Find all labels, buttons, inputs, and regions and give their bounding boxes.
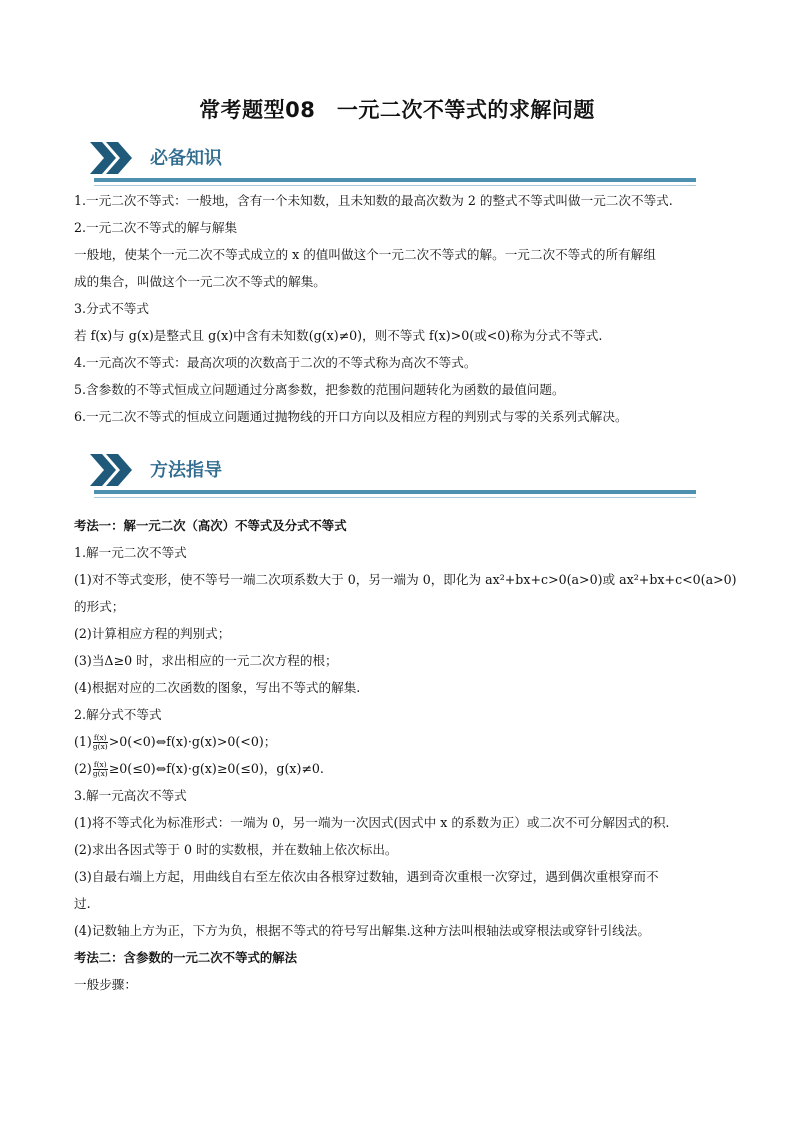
knowledge-line: 2.一元二次不等式的解与解集: [74, 220, 238, 235]
method-line: 过.: [74, 896, 91, 911]
method-line: (1)将不等式化为标准形式：一端为 0，另一端为一次因式(因式中 x 的系数为正）或二次不可分解因式的积.: [74, 815, 670, 830]
subsection-title: 3.解一元高次不等式: [74, 788, 187, 803]
method-line: (1)对不等式变形，使不等号一端二次项系数大于 0，另一端为 0，即化为 ax²+bx+c>0(a>0)或 ax²+bx+c<0(a>0): [74, 572, 737, 587]
method-line: 一般步骤：: [74, 977, 137, 992]
method-line: (3)当Δ≥0 时，求出相应的一元二次方程的根；: [74, 653, 338, 668]
knowledge-line: 5.含参数的不等式恒成立问题通过分离参数，把参数的范围问题转化为函数的最值问题。: [74, 382, 565, 397]
double-chevron-icon: [88, 138, 136, 178]
method-line: (2)求出各因式等于 0 时的实数根，并在数轴上依次标出。: [74, 842, 398, 857]
knowledge-line: 3.分式不等式: [74, 301, 149, 316]
knowledge-line: 1.一元二次不等式：一般地，含有一个未知数，且未知数的最高次数为 2 的整式不等式叫做一元二次不等式.: [74, 193, 673, 208]
method-line: (3)自最右端上方起，用曲线自右至左依次由各根穿过数轴，遇到奇次重根一次穿过，遇到偶次重根穿而不: [74, 869, 659, 884]
fraction: $\frac{f(x)}{g(x)}$: [92, 733, 108, 751]
kaofa-heading: 考法一：解一元二次（高次）不等式及分式不等式: [74, 518, 347, 533]
fraction: $\frac{f(x)}{g(x)}$: [92, 760, 108, 778]
subsection-title: 2.解分式不等式: [74, 707, 162, 722]
section-divider-thin: [94, 185, 696, 186]
method-line: (2)计算相应方程的判别式；: [74, 626, 231, 641]
knowledge-content: [74, 187, 724, 430]
page-title: 常考题型08 一元二次不等式的求解问题: [199, 98, 595, 122]
section-divider: [94, 178, 696, 182]
subsection-title: 1.解一元二次不等式: [74, 545, 187, 560]
section-header-method: [88, 448, 696, 500]
section-title-method: 方法指导: [150, 460, 222, 481]
section-header-knowledge: [88, 136, 696, 188]
kaofa-heading: 考法二：含参数的一元二次不等式的解法: [74, 950, 298, 965]
section-divider-thin: [94, 497, 696, 498]
section-divider: [94, 490, 696, 494]
method-line: (4)根据对应的二次函数的图象，写出不等式的解集.: [74, 680, 361, 695]
knowledge-line: 6.一元二次不等式的恒成立问题通过抛物线的开口方向以及相应方程的判别式与零的关系列式解决。: [74, 409, 628, 424]
double-chevron-icon: [88, 450, 136, 490]
method-content: [74, 512, 737, 998]
method-line: 的形式；: [74, 599, 125, 614]
section-title-knowledge: 必备知识: [150, 148, 222, 169]
fraction-rule-2: (2) $\frac{f(x)}{g(x)}$ ≥0(≤0)⇔f(x)·g(x)≥0(≤0)，g(x)≠0.: [74, 760, 324, 778]
knowledge-line: 若 f(x)与 g(x)是整式且 g(x)中含有未知数(g(x)≠0)，则不等式 f(x)>0(或<0)称为分式不等式.: [74, 328, 603, 343]
knowledge-line: 成的集合，叫做这个一元二次不等式的解集。: [74, 274, 326, 289]
knowledge-line: 一般地，使某个一元二次不等式成立的 x 的值叫做这个一元二次不等式的解。一元二次不等式的所有解组: [74, 247, 656, 262]
knowledge-line: 4.一元高次不等式：最高次项的次数高于二次的不等式称为高次不等式。: [74, 355, 477, 370]
method-line: (4)记数轴上方为正，下方为负，根据不等式的符号写出解集.这种方法叫根轴法或穿根法或穿针引线法。: [74, 923, 650, 938]
fraction-rule-1: (1) $\frac{f(x)}{g(x)}$ >0(<0)⇔f(x)·g(x)>0(<0)；: [74, 733, 277, 751]
